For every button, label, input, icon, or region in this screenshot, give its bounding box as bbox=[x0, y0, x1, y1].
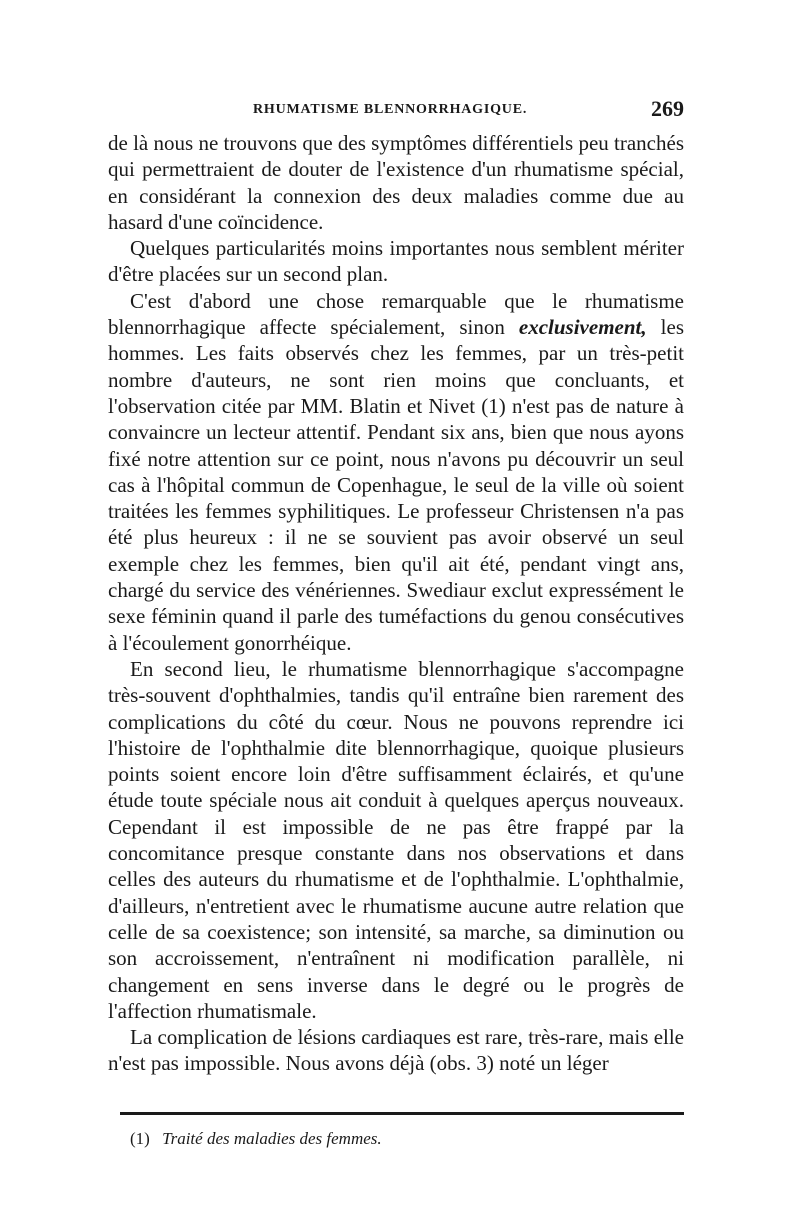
text-run: C'est d'abord une chose remarquable que le rhumatisme blennorrhagique affecte spécialement, sinon bbox=[108, 288, 684, 340]
running-head bbox=[108, 96, 684, 126]
text-run: de là nous ne trouvons que des symptômes différentiels peu tranchés qui permettraient de douter de l'existence d'un rhumatisme spécial, en considérant la connexion des deux maladies comme due au hasard d'une coïncidence. bbox=[108, 131, 684, 234]
paragraph bbox=[108, 288, 684, 656]
paragraph bbox=[108, 656, 684, 1024]
running-title: RHUMATISME BLENNORRHAGIQUE. bbox=[253, 102, 528, 117]
text-run: Quelques particularités moins importantes nous semblent mériter d'être placées sur un second plan. bbox=[108, 236, 684, 287]
paragraph bbox=[108, 235, 684, 288]
emphasized-text: exclusivement, bbox=[518, 315, 647, 340]
text-run: les hommes. Les faits observés chez les femmes, par un très-petit nombre d'auteurs, ne sont rien moins que concluants, et l'observation citée par MM. Blatin et Nivet (1) n'est pas de nature à convaincre un lecteur attentif. Pendant six ans, bien que nous ayons fixé notre attention sur ce point, nous n'avons pu découvrir un seul cas à l'hôpital commun de Copenhague, le seul de la ville où soient traitées les femmes syphilitiques. Le professeur Christensen n'a pas été plus heureux : il ne se souvient pas avoir observé un seul exemple chez les femmes, bien qu'il ait été, pendant vingt ans, chargé du service des vénériennes. Swediaur exclut expressément le sexe féminin quand il parle des tuméfactions du genou consécutives à l'écoulement gonorrhéique. bbox=[108, 315, 684, 655]
paragraph bbox=[108, 130, 684, 235]
paragraph bbox=[108, 1024, 684, 1077]
text-run: La complication de lésions cardiaques est rare, très-rare, mais elle n'est pas impossible. Nous avons déjà (obs. 3) noté un léger bbox=[108, 1025, 684, 1076]
body-text bbox=[108, 130, 684, 1077]
footnote-mark: (1) bbox=[130, 1129, 150, 1148]
text-run: En second lieu, le rhumatisme blennorrhagique s'accompagne très-souvent d'ophthalmies, tandis qu'il entraîne bien rarement des complications du côté du cœur. Nous ne pouvons reprendre ici l'histoire de l'ophthalmie dite blennorrhagique, quoique plusieurs points soient encore loin d'être suffisamment éclairés, et qu'une étude toute spéciale nous ait conduit à quelques aperçus nouveaux. Cependant il est impossible de ne pas être frappé par la concomitance presque constante dans nos observations et dans celles des auteurs du rhumatisme et de l'ophthalmie. L'ophthalmie, d'ailleurs, n'entretient avec le rhumatisme aucune autre relation que celle de sa coexistence; son intensité, sa marche, sa diminution ou son accroissement, n'entraînent ni modification parallèle, ni changement en sens inverse dans le degré ou le progrès de l'affection rhumatismale. bbox=[108, 656, 684, 1023]
footnote-text: Traité des maladies des femmes. bbox=[162, 1129, 382, 1148]
footnote-divider bbox=[120, 1112, 684, 1115]
footnote bbox=[130, 1128, 382, 1150]
page-number: 269 bbox=[651, 96, 684, 121]
